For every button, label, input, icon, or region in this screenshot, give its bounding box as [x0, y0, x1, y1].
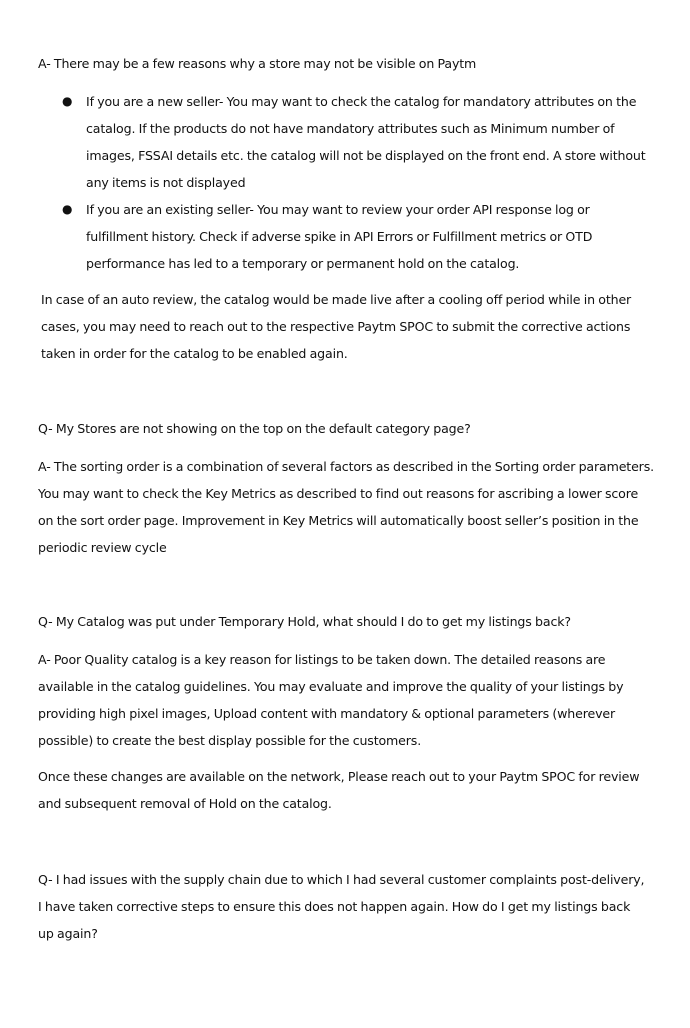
bullet-icon: ● [62, 94, 73, 108]
faq-sorting-question: Q- My Stores are not showing on the top on the default category page? [38, 421, 471, 436]
faq-hold-followup: Once these changes are available on the network, Please reach out to your Paytm SPOC for review and subsequent removal of Hold on the catalog. [38, 769, 640, 811]
list-item [38, 88, 650, 196]
faq-supply-chain-question: Q- I had issues with the supply chain due to which I had several customer complaints post-delivery, I have taken corrective steps to ensure this does not happen again. How do I get my listings back up again? [38, 872, 645, 941]
bullet-icon: ● [62, 202, 73, 216]
faq-hold-question: Q- My Catalog was put under Temporary Hold, what should I do to get my listings back? [38, 614, 571, 629]
answer-visibility-intro: A- There may be a few reasons why a store may not be visible on Paytm [38, 56, 477, 71]
bullet-text: If you are an existing seller- You may want to review your order API response log or fulfillment history. Check if adverse spike in API Errors or Fulfillment metrics or OTD performance has led to a temporary or permanent hold on the catalog. [86, 202, 593, 271]
list-item [38, 196, 650, 277]
answer-visibility-bullets [38, 88, 650, 277]
faq-sorting-answer: A- The sorting order is a combination of several factors as described in the Sorting order parameters. You may want to check the Key Metrics as described to find out reasons for ascribing a lower score on the sort order page. Improvement in Key Metrics will automatically boost seller’s position in the periodic review cycle [38, 459, 654, 555]
bullet-text: If you are a new seller- You may want to check the catalog for mandatory attributes on the catalog. If the products do not have mandatory attributes such as Minimum number of images, FSSAI details etc. the catalog will not be displayed on the front end. A store without any items is not displayed [86, 94, 646, 190]
faq-hold-answer: A- Poor Quality catalog is a key reason for listings to be taken down. The detailed reasons are available in the catalog guidelines. You may evaluate and improve the quality of your listings by providing high pixel images, Upload content with mandatory & optional parameters (wherever possible) to create the best display possible for the customers. [38, 652, 624, 748]
answer-visibility-closing: In case of an auto review, the catalog would be made live after a cooling off period while in other cases, you may need to reach out to the respective Paytm SPOC to submit the corrective actions taken in order for the catalog to be enabled again. [41, 292, 632, 361]
